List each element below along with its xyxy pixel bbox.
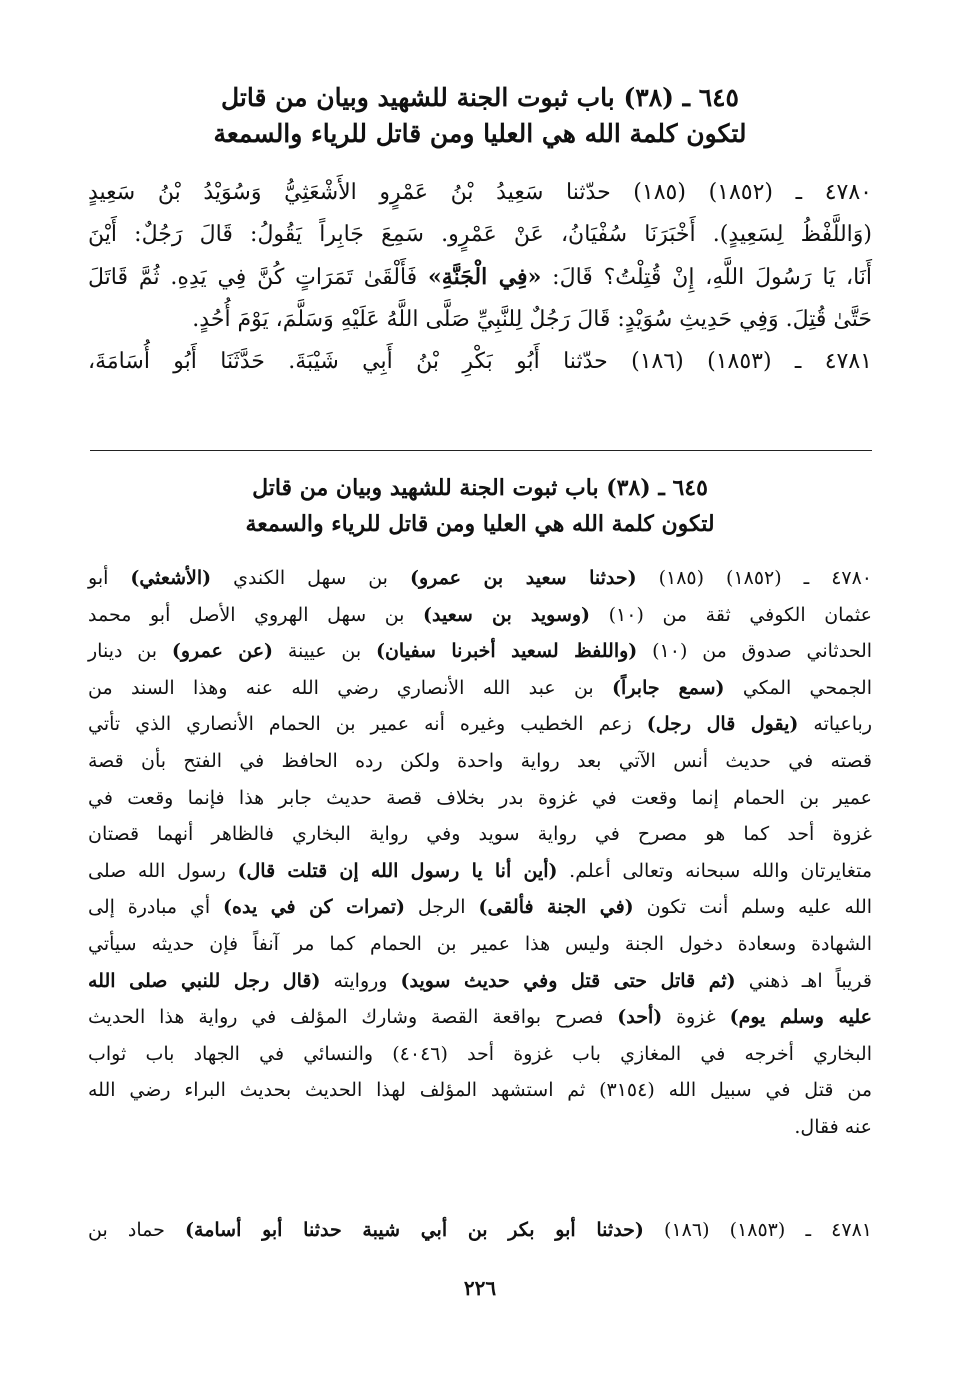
bold-quoted-text: (وسويد بن سعيد) (423, 603, 591, 626)
bold-quoted-text: (حدثنا أبو بكر بن أبي شيبة حدثنا أبو أسامة) (185, 1219, 644, 1241)
bold-quoted-text: (واللفظ لسعيد أخبرنا سفيان) (375, 640, 638, 663)
text-segment: غزوة أحد كما هو مصرح في رواية سويد وفي رواية البخاري فالظاهر أنهما قصتان (88, 823, 872, 846)
chapter-title-line: ٦٤٥ ـ (٣٨) باب ثبوت الجنة للشهيد وبيان من قاتل (220, 83, 739, 112)
text-line (88, 1072, 872, 1109)
text-segment: حَتَّىٰ قُتِلَ. وَفِي حَدِيثِ سُوَيْدٍ: قَالَ رَجُلٌ لِلنَّبِيِّ صَلَّى اللَّهُ عَلَيْهِ وَسَلَّمَ، يَوْمَ أُحُدٍ. (192, 307, 872, 332)
text-segment: الله عليه وسلم أنت تكون (633, 896, 873, 919)
text-segment: أي مبادرة إلى (88, 896, 224, 919)
text-line (88, 999, 872, 1036)
text-segment: الجمحي المكي (724, 676, 872, 699)
text-segment: البخاري أخرجه في المغازي باب غزوة أحد (٤٠٤٦) والنسائي في الجهاد باب ثواب (88, 1042, 872, 1065)
text-line (88, 299, 872, 341)
text-segment: الشهادة وسعادة دخول الجنة وليس هذا عمير بن الحمام كما مر آنفاً فإن حديثه سيأتي (88, 932, 872, 955)
text-segment: بن عيينة (273, 640, 376, 663)
divider-rule (90, 450, 872, 451)
text-segment: بن دينار (88, 640, 172, 663)
text-segment: رسول الله صلى (88, 859, 238, 882)
bold-quoted-text: (تمرات كن في يده) (223, 896, 405, 919)
text-segment: قريباً اهـ ذهني (735, 969, 872, 992)
bold-quoted-text: «فِي الْجَنَّةِ» (428, 264, 542, 290)
text-segment: الحدثاني صدوق من (١٠) (637, 640, 873, 663)
text-segment: حماد بن (88, 1219, 186, 1241)
next-hadith-line (88, 1212, 872, 1249)
text-segment: ٤٧٨٠ ـ (١٨٥٢) (١٨٥) (636, 567, 873, 589)
text-segment: من قتل في سبيل الله (٣١٥٤) ثم استشهد المؤلف لهذا الحديث بحديث البراء رضي الله (88, 1079, 872, 1102)
chapter-heading-top (88, 80, 872, 152)
text-line (88, 214, 872, 256)
text-line (88, 816, 872, 853)
text-segment: عنه فقال. (794, 1115, 872, 1138)
chapter-heading-bottom (88, 470, 872, 542)
text-segment: بن سهل الكندي (211, 567, 410, 589)
text-segment: فصرح بواقعة القصة وشارك المؤلف في رواية هذا الحديث (88, 1006, 618, 1029)
text-line (88, 963, 872, 1000)
text-line (88, 743, 872, 780)
text-segment: ٤٧٨١ ـ (١٨٥٣) (١٨٦) (643, 1219, 872, 1241)
text-segment: زعم الخطيب وغيره أنه عمير بن الحمام الأنصاري الذي تأتي (88, 713, 647, 736)
bold-quoted-text: (سمع جابراً) (612, 676, 725, 699)
commentary-text (88, 560, 872, 1146)
text-line (88, 706, 872, 743)
text-segment: عمير بن الحمام إنما وقعت في غزوة بدر بخلاف قصة حديث جابر هذا فإنما وقعت في (88, 786, 872, 809)
text-line (88, 853, 872, 890)
bold-quoted-text: (قال رجل للنبي صلى الله (88, 969, 321, 992)
bold-quoted-text: (حدثنا سعيد بن عمرو) (409, 567, 637, 589)
bold-quoted-text: (عن عمرو) (171, 640, 274, 663)
text-segment: غزوة (662, 1006, 730, 1029)
text-segment: قصته في حديث أنس الآتي بعد رواية واحدة ولكن رده الحافظ في الفتح بأن قصة (88, 749, 872, 772)
text-segment: وروايته (320, 969, 401, 992)
text-segment: عثمان الكوفي ثقة من (١٠) (590, 603, 872, 626)
chapter-title-line: لتكون كلمة الله هي العليا ومن قاتل للرياء والسمعة (245, 511, 715, 537)
bold-quoted-text: (أين أنا يا رسول الله إن قتلت قال) (237, 859, 558, 882)
bold-quoted-text: (الأشعثي) (130, 567, 212, 589)
text-segment: بن سهل الهروي الأصل أبو محمد (88, 603, 424, 626)
text-line (88, 172, 872, 214)
text-line (88, 560, 872, 597)
hadith-text (88, 172, 872, 383)
text-line (88, 341, 872, 383)
bold-quoted-text: عليه وسلم يوم) (729, 1006, 872, 1029)
text-segment: ٤٧٨١ ـ (١٨٥٣) (١٨٦) حدّثنا أَبُو بَكْرِ بْنُ أَبِي شَيْبَةَ. حَدَّثَنَا أَبُو أُسَامَةَ، (88, 349, 872, 374)
text-line (88, 256, 872, 299)
text-line (88, 597, 872, 634)
page-number: ٢٢٦ (463, 1276, 497, 1300)
text-line (88, 633, 872, 670)
text-segment: متغايرتان والله سبحانه وتعالى أعلم. (557, 859, 873, 882)
text-segment: رباعياته (798, 713, 872, 736)
chapter-title-line: لتكون كلمة الله هي العليا ومن قاتل للرياء والسمعة (213, 119, 747, 148)
text-segment: فَأَلْقَىٰ تَمَرَاتٍ كُنَّ فِي يَدِهِ. ثُمَّ قَاتَلَ (88, 265, 429, 290)
bold-quoted-text: (يقول قال رجل) (646, 713, 799, 736)
text-line (88, 780, 872, 817)
chapter-title-line: ٦٤٥ ـ (٣٨) باب ثبوت الجنة للشهيد وبيان من قاتل (252, 475, 708, 501)
text-segment: أبو (88, 567, 131, 589)
bold-quoted-text: (في الجنة فألقى) (478, 896, 634, 919)
text-line (88, 1109, 872, 1146)
text-segment: ٤٧٨٠ ـ (١٨٥٢) (١٨٥) حدّثنا سَعِيدُ بْنُ عَمْرٍو الأَشْعَثِيُّ وَسُوَيْدُ بْنُ سَعِيدٍ (88, 180, 872, 205)
bold-quoted-text: (ثم قاتل حتى قتل وفي حديث سويد) (400, 969, 736, 992)
text-line (88, 670, 872, 707)
text-segment: (وَاللَّفْظُ لِسَعِيدٍ). أَخْبَرَنَا سُفْيَانُ، عَنْ عَمْرٍو. سَمِعَ جَابِراً يَقُولُ: قَالَ رَجُلٌ: أَيْنَ (88, 222, 872, 247)
text-line (88, 1036, 872, 1073)
text-line (88, 1212, 872, 1249)
text-segment: بن عبد الله الأنصاري رضي الله عنه وهذا السند من (88, 676, 613, 699)
text-line (88, 889, 872, 926)
bold-quoted-text: (أحد) (617, 1006, 663, 1029)
text-segment: الرجل (404, 896, 479, 919)
text-line (88, 926, 872, 963)
text-segment: أَنَا، يَا رَسُولَ اللَّهِ، إِنْ قُتِلْتُ؟ قَالَ: (541, 265, 873, 290)
